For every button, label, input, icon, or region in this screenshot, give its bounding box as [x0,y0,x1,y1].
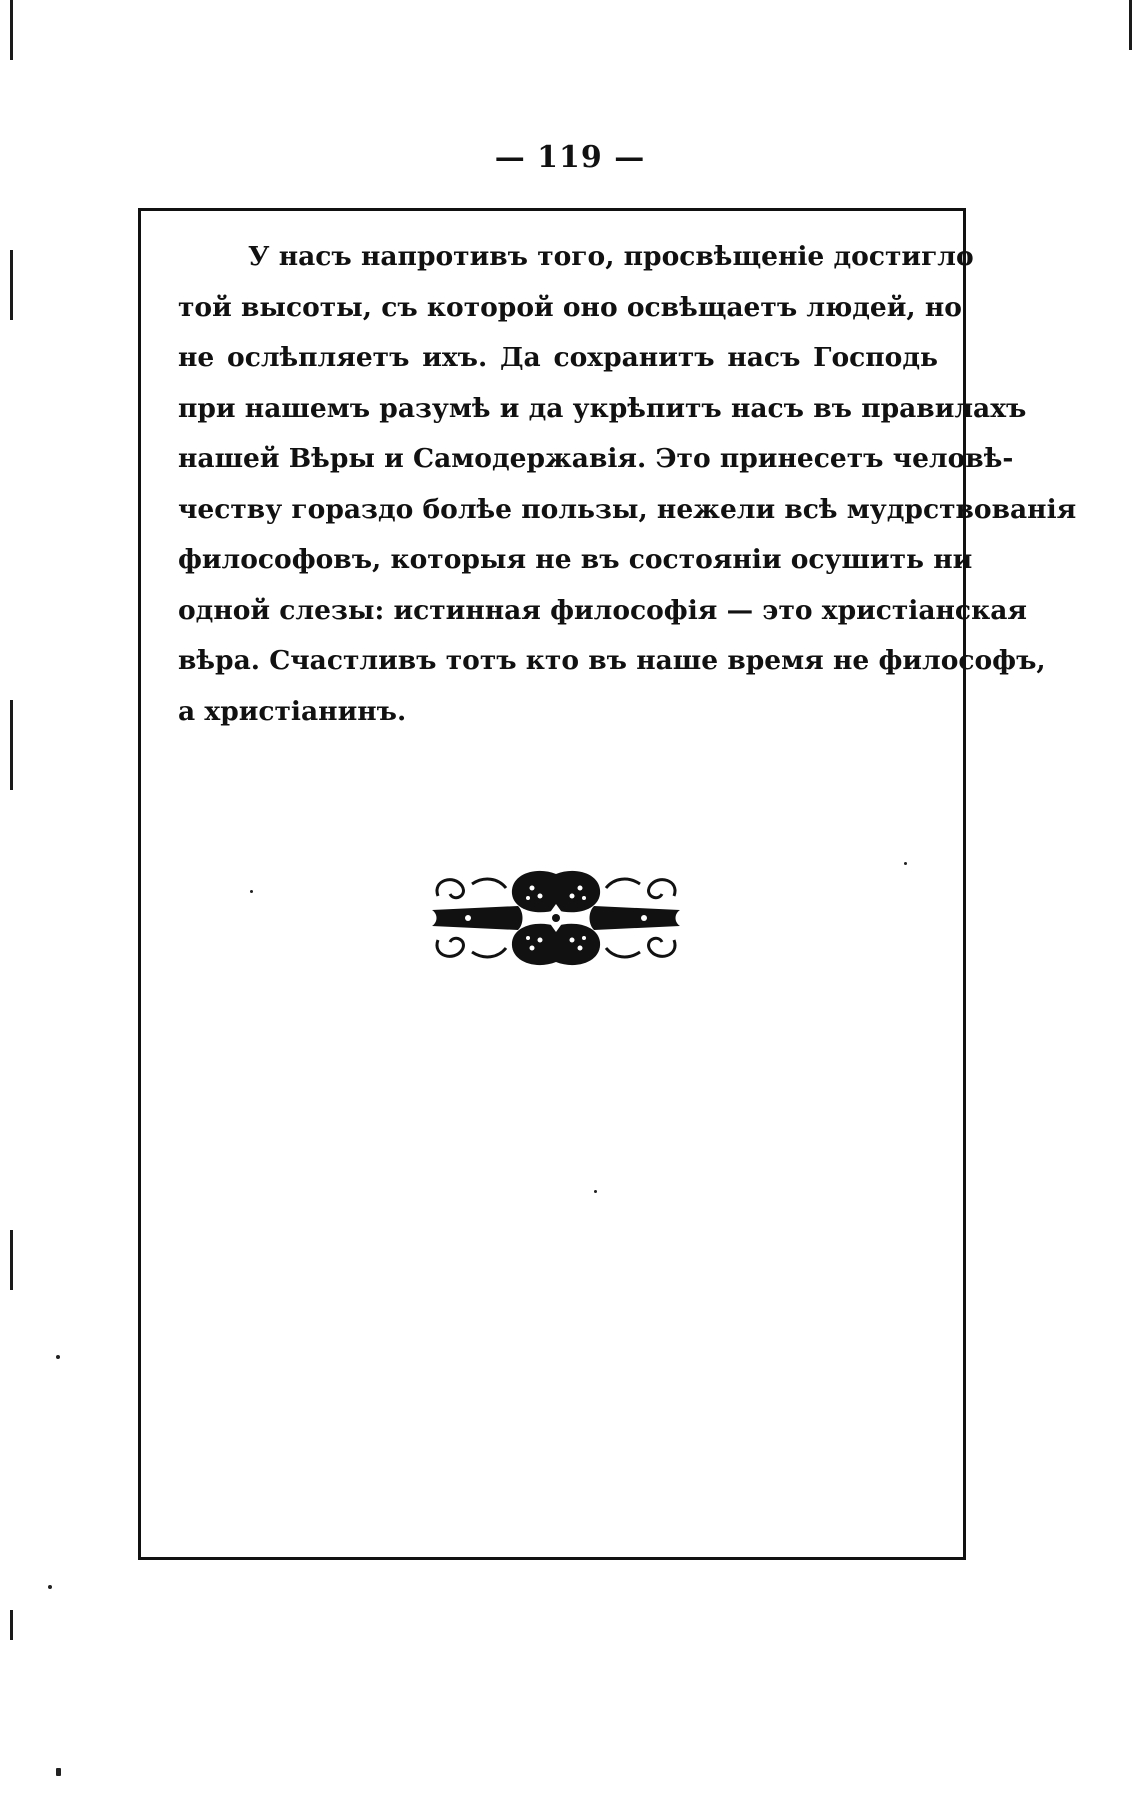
paper-speck [904,862,907,865]
text-line: при нашемъ разумѣ и да укрѣпитъ насъ въ правилахъ [178,392,1027,424]
paper-speck [48,1585,52,1589]
text-line: не ослѣпляетъ ихъ. Да сохранитъ насъ Господь [178,342,938,373]
text-line: У насъ напротивъ того, просвѣщеніе достигло [248,241,974,272]
text-line: нашей Вѣры и Самодержавія. Это принесетъ человѣ- [178,443,1014,474]
edge-gap [8,1290,15,1610]
paper-speck [56,1355,60,1359]
paper-speck [56,1768,61,1776]
body-text [178,232,1077,737]
edge-gap [8,1640,15,1798]
text-line: вѣра. Счастливъ тотъ кто въ наше время не философъ, [178,645,1046,676]
text-line: философовъ, которыя не въ состояніи осушить ни [178,544,973,575]
paper-speck [250,890,253,893]
page-header: — 119 — [494,140,646,175]
paper-speck [594,1190,597,1193]
text-line: честву гораздо болѣе пользы, нежели всѣ мудрствованія [178,493,1077,525]
page-right-edge [1129,0,1132,50]
floral-vignette-icon [428,866,684,970]
edge-gap [8,320,15,700]
text-line: а христіанинъ. [178,695,407,727]
text-line: одной слезы: истинная философія — это христіанская [178,594,1027,626]
text-line: той высоты, съ которой оно освѣщаетъ людей, но [178,291,962,323]
edge-gap [8,790,15,1230]
